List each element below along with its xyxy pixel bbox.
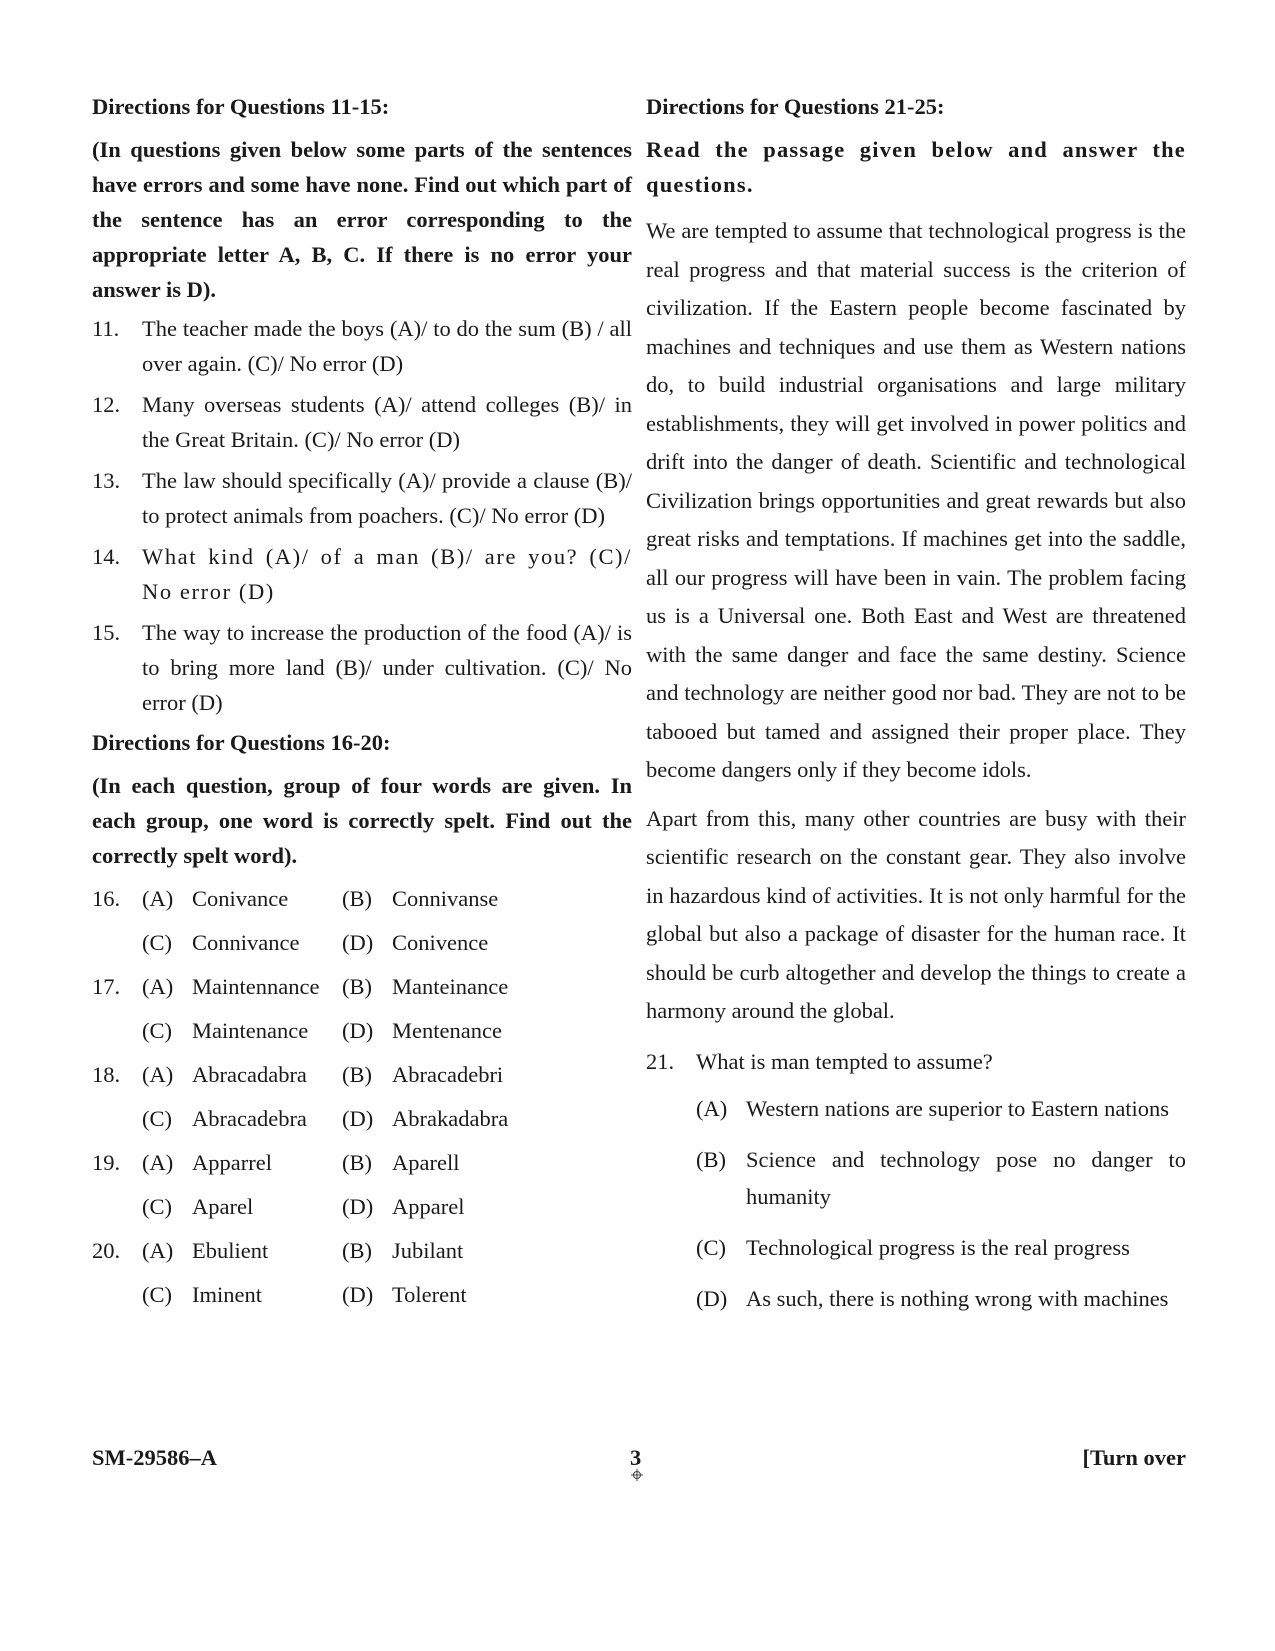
option-row xyxy=(92,1273,632,1317)
option-label: (D) xyxy=(696,1285,728,1311)
question-18 xyxy=(92,1053,632,1141)
question-12 xyxy=(92,387,632,457)
question-number: 13. xyxy=(92,468,121,493)
question-17 xyxy=(92,965,632,1053)
passage-paragraph: We are tempted to assume that technological progress is the real progress and that material success is the criterion of civilization. If the Eastern people become fascinated by machines and techniques and use them as Western nations do, to build industrial organisations and large military establishments, they will get involved in power politics and drift into the danger of death. Scientific and technological Civilization brings opportunities and great rewards but also great risks and temptations. If machines get into the saddle, all our progress will have been in vain. The problem facing us is a Universal one. Both East and West are threatened with the same danger and face the same destiny. Science and technology are neither good nor bad. They are not to be tabooed but tamed and assigned their proper place. They become dangers only if they become idols. xyxy=(646,218,1186,782)
question-20 xyxy=(92,1229,632,1317)
option-label: (B) xyxy=(696,1146,726,1172)
option-word: Maintennance xyxy=(192,974,320,999)
section-heading-21-25: Directions for Questions 21-25: xyxy=(646,94,945,119)
option-label: (B) xyxy=(342,886,372,911)
question-13 xyxy=(92,463,632,533)
option-label: (A) xyxy=(696,1095,728,1121)
question-number: 11. xyxy=(92,316,120,341)
option-row xyxy=(92,1053,632,1097)
question-text: What is man tempted to assume? xyxy=(696,1048,993,1074)
option-label: (A) xyxy=(142,1238,174,1263)
option-label: (A) xyxy=(142,1062,174,1087)
option-text: As such, there is nothing wrong with machines xyxy=(746,1285,1169,1311)
passage-instruction: Read the passage given below and answer the questions. xyxy=(646,137,1186,197)
question-number: 12. xyxy=(92,392,121,417)
question-11 xyxy=(92,311,632,381)
option-label: (A) xyxy=(142,974,174,999)
option-word: Abracadabra xyxy=(192,1062,307,1087)
question-number: 16. xyxy=(92,886,121,911)
option-label: (A) xyxy=(142,1150,174,1175)
option-row xyxy=(92,965,632,1009)
section-heading-16-20: Directions for Questions 16-20: xyxy=(92,730,391,755)
option-d xyxy=(696,1280,1186,1317)
option-word: Maintenance xyxy=(192,1018,309,1043)
option-label: (C) xyxy=(142,930,172,955)
option-text: Western nations are superior to Eastern nations xyxy=(746,1095,1170,1121)
option-word: Iminent xyxy=(192,1282,262,1307)
option-label: (B) xyxy=(342,974,372,999)
passage-paragraph: Apart from this, many other countries are busy with their scientific research on the constant gear. They also involve in hazardous kind of activities. It is not only harmful for the global but also a package of disaster for the human race. It should be curb altogether and develop the things to create a harmony around the global. xyxy=(646,805,1186,1023)
question-14 xyxy=(92,539,632,609)
option-b xyxy=(696,1141,1186,1215)
right-column xyxy=(646,90,1186,1331)
question-21 xyxy=(646,1043,1186,1317)
option-word: Conivance xyxy=(192,886,289,911)
option-row xyxy=(92,1229,632,1273)
section-heading-11-15: Directions for Questions 11-15: xyxy=(92,94,390,119)
option-row xyxy=(92,921,632,965)
paper-code: SM-29586–A xyxy=(92,1445,217,1470)
option-word: Apparrel xyxy=(192,1150,272,1175)
option-word: Connivanse xyxy=(392,886,499,911)
option-text: Technological progress is the real progress xyxy=(746,1234,1130,1260)
option-label: (C) xyxy=(142,1106,172,1131)
option-word: Manteinance xyxy=(392,974,509,999)
option-label: (B) xyxy=(342,1150,372,1175)
option-label: (D) xyxy=(342,1282,374,1307)
option-word: Abracadebra xyxy=(192,1106,307,1131)
question-number: 17. xyxy=(92,974,121,999)
question-stem xyxy=(646,1043,1186,1080)
left-column xyxy=(92,90,632,1317)
question-number: 19. xyxy=(92,1150,121,1175)
option-word: Tolerent xyxy=(392,1282,467,1307)
option-label: (D) xyxy=(342,1194,374,1219)
option-row xyxy=(92,1009,632,1053)
option-row xyxy=(92,1141,632,1185)
question-text: The law should specifically (A)/ provide a clause (B)/ to protect animals from poachers. (C)/ No error (D) xyxy=(142,468,632,528)
option-word: Conivence xyxy=(392,930,489,955)
question-number: 20. xyxy=(92,1238,121,1263)
option-text: Science and technology pose no danger to humanity xyxy=(746,1146,1186,1209)
question-19 xyxy=(92,1141,632,1229)
registration-mark-icon xyxy=(631,1469,643,1481)
option-a xyxy=(696,1090,1186,1127)
option-c xyxy=(696,1229,1186,1266)
option-word: Apparel xyxy=(392,1194,465,1219)
question-number: 18. xyxy=(92,1062,121,1087)
option-word: Aparel xyxy=(192,1194,254,1219)
option-label: (D) xyxy=(342,1106,374,1131)
question-text: Many overseas students (A)/ attend colleges (B)/ in the Great Britain. (C)/ No error (D) xyxy=(142,392,632,452)
section-instruction-11-15: (In questions given below some parts of the sentences have errors and some have none. Find out which part of the sentence has an error corresponding to the appropriate letter A, B, C. If there is no error your answer is D). xyxy=(92,137,632,302)
question-15 xyxy=(92,615,632,720)
turn-over-label: [Turn over xyxy=(1082,1445,1186,1470)
option-row xyxy=(92,1097,632,1141)
question-16 xyxy=(92,877,632,965)
question-text: What kind (A)/ of a man (B)/ are you? (C)/ No error (D) xyxy=(142,544,632,604)
option-label: (B) xyxy=(342,1062,372,1087)
option-word: Abrakadabra xyxy=(392,1106,509,1131)
section-instruction-16-20: (In each question, group of four words are given. In each group, one word is correctly spelt. Find out the correctly spelt word). xyxy=(92,773,632,868)
option-label: (C) xyxy=(142,1282,172,1307)
page-number: 3 xyxy=(630,1445,642,1470)
question-number: 15. xyxy=(92,620,121,645)
option-row xyxy=(92,1185,632,1229)
reading-passage xyxy=(646,212,1186,1031)
option-row xyxy=(92,877,632,921)
question-number: 21. xyxy=(646,1048,675,1074)
option-label: (D) xyxy=(342,1018,374,1043)
option-word: Abracadebri xyxy=(392,1062,504,1087)
option-word: Jubilant xyxy=(392,1238,464,1263)
option-label: (C) xyxy=(696,1234,726,1260)
question-number: 14. xyxy=(92,544,121,569)
option-word: Connivance xyxy=(192,930,300,955)
option-label: (D) xyxy=(342,930,374,955)
option-word: Ebulient xyxy=(192,1238,269,1263)
option-label: (A) xyxy=(142,886,174,911)
option-word: Aparell xyxy=(392,1150,460,1175)
option-label: (C) xyxy=(142,1018,172,1043)
spelling-questions xyxy=(92,877,632,1317)
option-word: Mentenance xyxy=(392,1018,502,1043)
question-text: The teacher made the boys (A)/ to do the sum (B) / all over again. (C)/ No error (D) xyxy=(142,316,632,376)
question-text: The way to increase the production of the food (A)/ is to bring more land (B)/ under cultivation. (C)/ No error (D) xyxy=(142,620,632,715)
option-label: (B) xyxy=(342,1238,372,1263)
option-label: (C) xyxy=(142,1194,172,1219)
